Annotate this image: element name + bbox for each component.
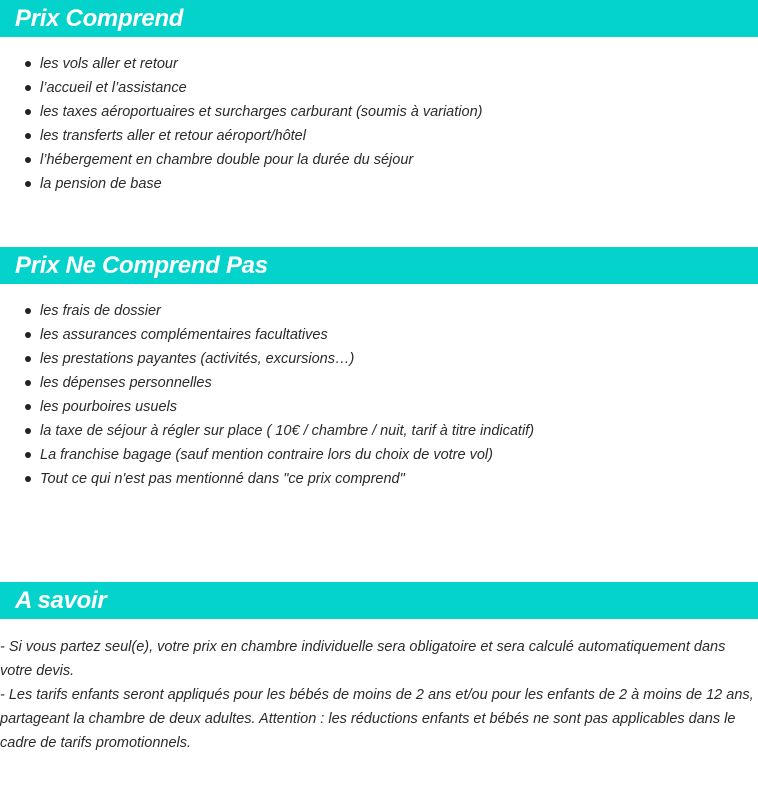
bullet-icon xyxy=(25,476,31,482)
info-section-title: A savoir xyxy=(15,587,107,614)
list-item xyxy=(0,371,534,395)
bullet-icon xyxy=(25,133,31,139)
list-item xyxy=(0,347,534,371)
bullet-icon xyxy=(25,308,31,314)
list-item xyxy=(0,124,482,148)
list-item-text: les assurances complémentaires facultatives xyxy=(40,327,328,343)
included-section-title: Prix Comprend xyxy=(15,5,184,32)
info-paragraph: - Les tarifs enfants seront appliqués pour les bébés de moins de 2 ans et/ou pour les enfants de 2 à moins de 12 ans, partageant la chambre de deux adultes. Attention : les réductions enfants et bébés ne sont pas applicables dans le cadre de tarifs promotionnels. xyxy=(0,687,754,751)
list-item xyxy=(0,172,482,196)
list-item xyxy=(0,52,482,76)
list-item-text: les taxes aéroportuaires et surcharges carburant (soumis à variation) xyxy=(40,104,483,120)
list-item xyxy=(0,148,482,172)
list-item xyxy=(0,323,534,347)
excluded-section-title: Prix Ne Comprend Pas xyxy=(15,252,268,279)
list-item xyxy=(0,443,534,467)
excluded-section-header xyxy=(0,247,758,284)
list-item-text: la pension de base xyxy=(40,176,162,192)
list-item xyxy=(0,299,534,323)
bullet-icon xyxy=(25,85,31,91)
list-item xyxy=(0,395,534,419)
bullet-icon xyxy=(25,61,31,67)
list-item-text: Tout ce qui n'est pas mentionné dans "ce prix comprend" xyxy=(40,471,405,487)
bullet-icon xyxy=(25,404,31,410)
list-item-text: l’accueil et l’assistance xyxy=(40,80,187,96)
list-item xyxy=(0,100,482,124)
bullet-icon xyxy=(25,356,31,362)
list-item-text: La franchise bagage (sauf mention contraire lors du choix de votre vol) xyxy=(40,447,493,463)
bullet-icon xyxy=(25,428,31,434)
bullet-icon xyxy=(25,157,31,163)
bullet-icon xyxy=(25,380,31,386)
included-list xyxy=(0,52,482,196)
info-notes xyxy=(0,635,758,755)
list-item xyxy=(0,76,482,100)
list-item-text: les vols aller et retour xyxy=(40,56,178,72)
list-item-text: la taxe de séjour à régler sur place ( 10€ / chambre / nuit, tarif à titre indicatif) xyxy=(40,423,535,439)
excluded-list xyxy=(0,299,534,491)
list-item-text: les frais de dossier xyxy=(40,303,161,319)
list-item-text: l’hébergement en chambre double pour la durée du séjour xyxy=(40,152,414,168)
bullet-icon xyxy=(25,332,31,338)
list-item xyxy=(0,419,534,443)
bullet-icon xyxy=(25,181,31,187)
bullet-icon xyxy=(25,452,31,458)
info-paragraph: - Si vous partez seul(e), votre prix en chambre individuelle sera obligatoire et sera calculé automatiquement dans votre devis. xyxy=(0,639,726,679)
list-item-text: les pourboires usuels xyxy=(40,399,178,415)
list-item-text: les dépenses personnelles xyxy=(40,375,212,391)
list-item xyxy=(0,467,534,491)
list-item-text: les prestations payantes (activités, excursions…) xyxy=(40,351,355,367)
included-section-header xyxy=(0,0,758,37)
bullet-icon xyxy=(25,109,31,115)
list-item-text: les transferts aller et retour aéroport/hôtel xyxy=(40,128,306,144)
info-section-header xyxy=(0,582,758,619)
